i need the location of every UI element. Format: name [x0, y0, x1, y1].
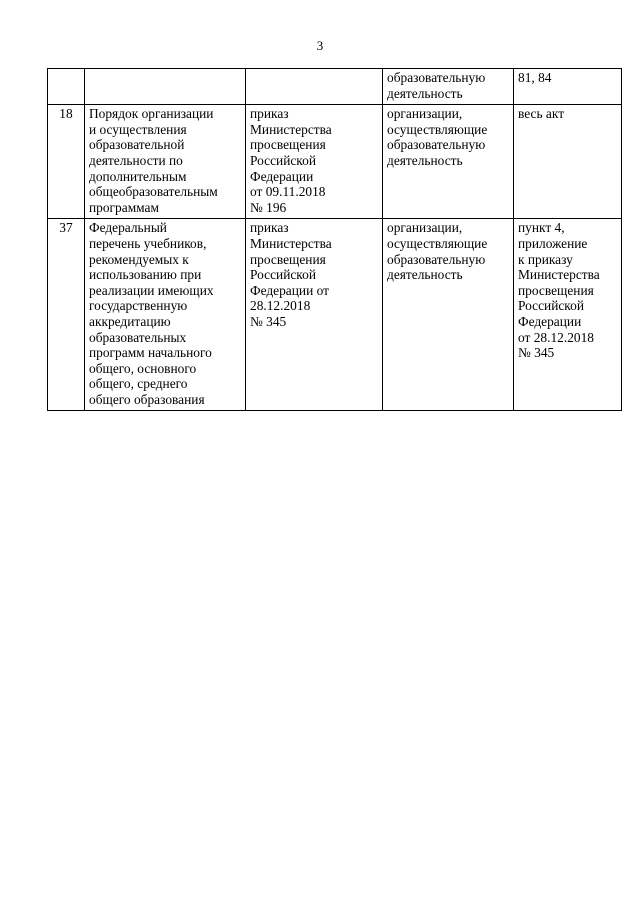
subjects-cell — [383, 219, 514, 411]
table-row — [48, 219, 622, 411]
cell-text-line: Российской — [250, 267, 316, 283]
act-document-cell — [246, 105, 383, 219]
cell-text-line: приказ — [250, 106, 289, 122]
act-document-cell — [246, 69, 383, 105]
cell-text-line: деятельность — [387, 85, 463, 101]
cell-text-line: просвещения — [250, 251, 326, 267]
act-document-cell — [246, 219, 383, 411]
cell-text-line: Порядок организации — [89, 106, 214, 122]
cell-text-line: рекомендуемых к — [89, 251, 189, 267]
table-body — [48, 69, 622, 411]
cell-text-line: Министерства — [250, 121, 332, 137]
cell-text-line: № 345 — [250, 313, 287, 329]
page-number: 3 — [316, 38, 324, 53]
cell-text-line: аккредитацию — [89, 313, 171, 329]
cell-text-line: деятельность — [387, 267, 463, 283]
cell-text-line: государственную — [89, 298, 188, 314]
cell-text-line: образовательную — [387, 251, 486, 267]
cell-text-line: общеобразовательным — [89, 184, 218, 200]
cell-text-line: организации, — [387, 220, 463, 236]
table-row — [48, 105, 622, 219]
cell-text-line: использованию при — [89, 267, 202, 283]
cell-text-line: Министерства — [250, 235, 332, 251]
cell-text-line: общего, основного — [89, 360, 197, 376]
cell-text-line: общего образования — [89, 391, 205, 407]
cell-text-line: общего, среднего — [89, 376, 188, 392]
subjects-cell — [383, 69, 514, 105]
cell-text-line: организации, — [387, 106, 463, 122]
cell-text-line: дополнительным — [89, 168, 187, 184]
cell-text: 18 — [59, 106, 73, 122]
cell-text-line: осуществляющие — [387, 235, 488, 251]
row-number-cell — [48, 219, 85, 411]
cell-text-line: весь акт — [518, 106, 565, 122]
cell-text-line: Федерации от — [250, 282, 329, 298]
cell-text-line: деятельности по — [89, 152, 183, 168]
cell-text-line: № 196 — [250, 199, 287, 215]
cell-text-line: образовательную — [387, 137, 486, 153]
cell-text-line: образовательных — [89, 329, 187, 345]
cell-text-line: пункт 4, — [518, 220, 565, 236]
cell-text-line: осуществляющие — [387, 121, 488, 137]
table-row — [48, 69, 622, 105]
cell-text-line: деятельность — [387, 152, 463, 168]
cell-text-line: образовательную — [387, 70, 486, 85]
cell-text-line: просвещения — [250, 137, 326, 153]
cell-text-line: Федерации — [518, 313, 582, 329]
cell-text-line: реализации имеющих — [89, 282, 214, 298]
cell-text-line: Федеральный — [89, 220, 167, 236]
cell-text-line: Министерства — [518, 267, 600, 283]
act-title-cell — [85, 69, 246, 105]
cell-text-line: Российской — [250, 152, 316, 168]
cell-text-line: образовательной — [89, 137, 185, 153]
cell-text-line: просвещения — [518, 282, 594, 298]
cell-text-line: от 28.12.2018 — [518, 329, 594, 345]
cell-text-line: 81, 84 — [518, 70, 552, 85]
act-title-cell — [85, 105, 246, 219]
cell-text-line: от 09.11.2018 — [250, 184, 326, 200]
scope-cell — [514, 69, 622, 105]
scope-cell — [514, 105, 622, 219]
cell-text-line: № 345 — [518, 345, 555, 361]
row-number-cell — [48, 105, 85, 219]
cell-text-line: Федерации — [250, 168, 314, 184]
cell-text-line: Российской — [518, 298, 584, 314]
cell-text-line: приложение — [518, 235, 588, 251]
cell-text-line: программ начального — [89, 345, 212, 361]
cell-text-line: 28.12.2018 — [250, 298, 311, 314]
scope-cell — [514, 219, 622, 411]
cell-text-line: к приказу — [518, 251, 573, 267]
cell-text: 37 — [59, 220, 73, 236]
cell-text-line: перечень учебников, — [89, 235, 207, 251]
cell-text-line: приказ — [250, 220, 289, 236]
requirements-table — [47, 68, 622, 411]
cell-text-line: программам — [89, 199, 159, 215]
subjects-cell — [383, 105, 514, 219]
row-number-cell — [48, 69, 85, 105]
act-title-cell — [85, 219, 246, 411]
cell-text-line: и осуществления — [89, 121, 187, 137]
